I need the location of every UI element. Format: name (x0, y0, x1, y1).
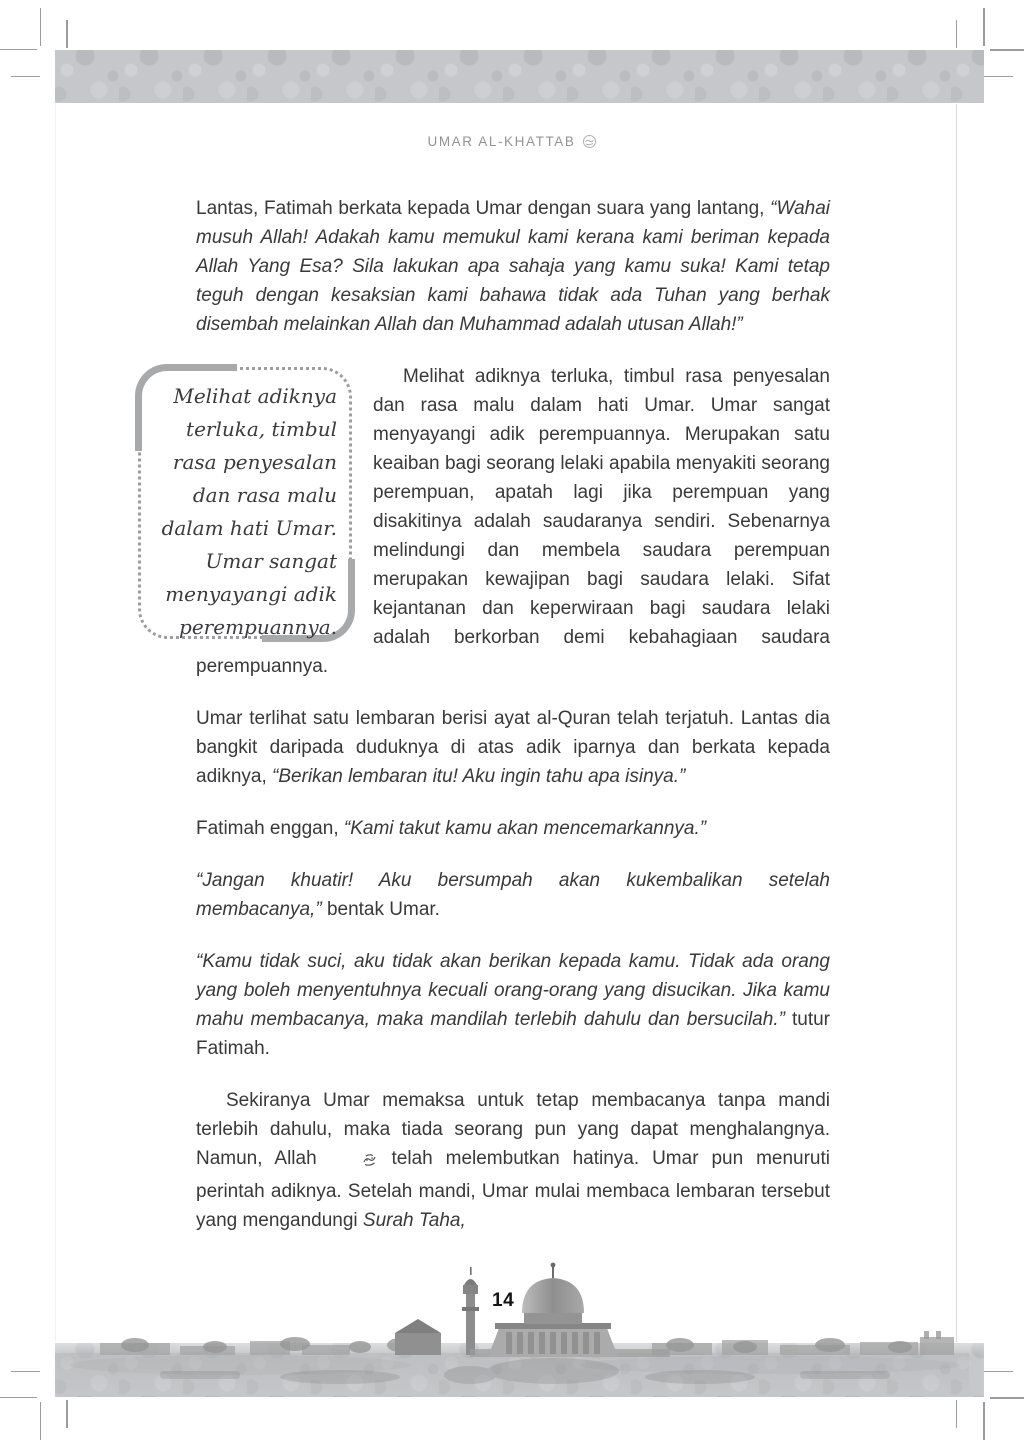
text-segment: Surah Taha, (362, 1210, 466, 1231)
text-segment: “Berikan lembaran itu! Aku ingin tahu apa isinya.” (272, 766, 686, 787)
jerusalem-skyline-image (40, 1253, 984, 1400)
text-segment: “Wahai musuh Allah! Adakah kamu memukul kami kerana kami beriman kepada Allah Yang Esa? Sila lakukan apa sahaja yang kamu suka! Kami tetap teguh dengan kesaksian kami bahawa tidak ada Tuhan yang berhak disembah melainkan Allah dan Muhammad adalah utusan Allah!” (196, 198, 830, 335)
text-segment: “Kamu tidak suci, aku tidak akan berikan kepada kamu. Tidak ada orang yang boleh menyentuhnya kecuali orang-orang yang disucikan. Jika kamu mahu membacanya, maka mandilah terlebih dahulu dan bersucilah.” (196, 951, 830, 1030)
text-segment: tutur Fatimah. (196, 1009, 830, 1059)
body-paragraph (196, 814, 830, 843)
page-number: 14 (492, 1290, 515, 1311)
crop-mark (0, 49, 37, 50)
crop-mark (990, 1397, 1024, 1399)
crop-mark (40, 1402, 41, 1440)
pull-quote-text: Melihat adiknya terluka, timbul rasa penyesalan dan rasa malu dalam hati Umar. Umar sangat menyayangi adik perempuannya. (161, 384, 337, 639)
text-segment: Umar terlihat satu lembaran berisi ayat al-Quran telah terjatuh. Lantas dia bangkit daripada duduknya di atas adik iparnya dan berkata kepada adiknya, (196, 708, 830, 787)
body-paragraph (196, 866, 830, 924)
crop-mark (11, 76, 40, 77)
page-trim-line (956, 104, 957, 1342)
pull-quote-box (133, 362, 357, 644)
body-paragraph (196, 947, 830, 1063)
text-segment: “Jangan khuatir! Aku bersumpah akan kukembalikan setelah membacanya,” (196, 870, 830, 920)
text-segment: Fatimah enggan, (196, 818, 344, 839)
crop-mark (66, 20, 68, 48)
crop-mark (990, 49, 1024, 51)
crop-mark (956, 1400, 957, 1428)
text-segment: telah melembutkan hatinya. Umar pun menuruti perintah adiknya. Setelah mandi, Umar mulai membaca lembaran tersebut yang mengandungi (196, 1148, 830, 1231)
crop-mark (11, 1371, 40, 1372)
crop-mark (956, 20, 957, 48)
radiallahu-anhu-roundel-icon (582, 134, 597, 152)
body-paragraph (196, 194, 830, 339)
crop-mark (984, 1371, 1013, 1372)
running-header (0, 134, 1024, 152)
running-header-title: UMAR AL-KHATTAB (427, 134, 576, 149)
body-text (161, 194, 830, 1258)
crop-mark (0, 1397, 37, 1398)
crop-mark (983, 8, 985, 46)
body-paragraph (196, 1086, 830, 1235)
text-segment: Sekiranya Umar memaksa untuk tetap membacanya tanpa mandi terlebih dahulu, maka tiada seorang pun yang dapat menghalangnya. Namun, Allah (196, 1090, 830, 1169)
crop-mark (66, 1400, 68, 1428)
page-trim-line (55, 104, 56, 1342)
text-segment: “Kami takut kamu akan mencemarkannya.” (343, 818, 707, 839)
body-paragraph (196, 704, 830, 791)
text-segment: Melihat adiknya terluka, timbul rasa penyesalan dan rasa malu dalam hati Umar. Umar sangat menyayangi adik perempuannya. Merupakan satu keaiban bagi seorang lelaki apabila menyakiti seorang perempuan, apatah lagi jika perempuan yang disakitinya adalah saudaranya sendiri. Sebenarnya melindungi dan membela saudara perempuan merupakan kewajipan bagi saudara lelaki. Sifat kejantanan dan keperwiraan bagi saudara lelaki adalah berkorban demi kebahagiaan saudara perempuannya. (196, 366, 830, 677)
text-segment: Lantas, Fatimah berkata kepada Umar dengan suara yang lantang, (196, 198, 771, 219)
crop-mark (983, 1402, 985, 1440)
text-segment: bentak Umar. (321, 899, 440, 920)
header-damask-band (55, 50, 984, 103)
crop-mark (984, 76, 1013, 77)
allah-honorific-icon (331, 1148, 378, 1177)
crop-mark (40, 8, 41, 46)
